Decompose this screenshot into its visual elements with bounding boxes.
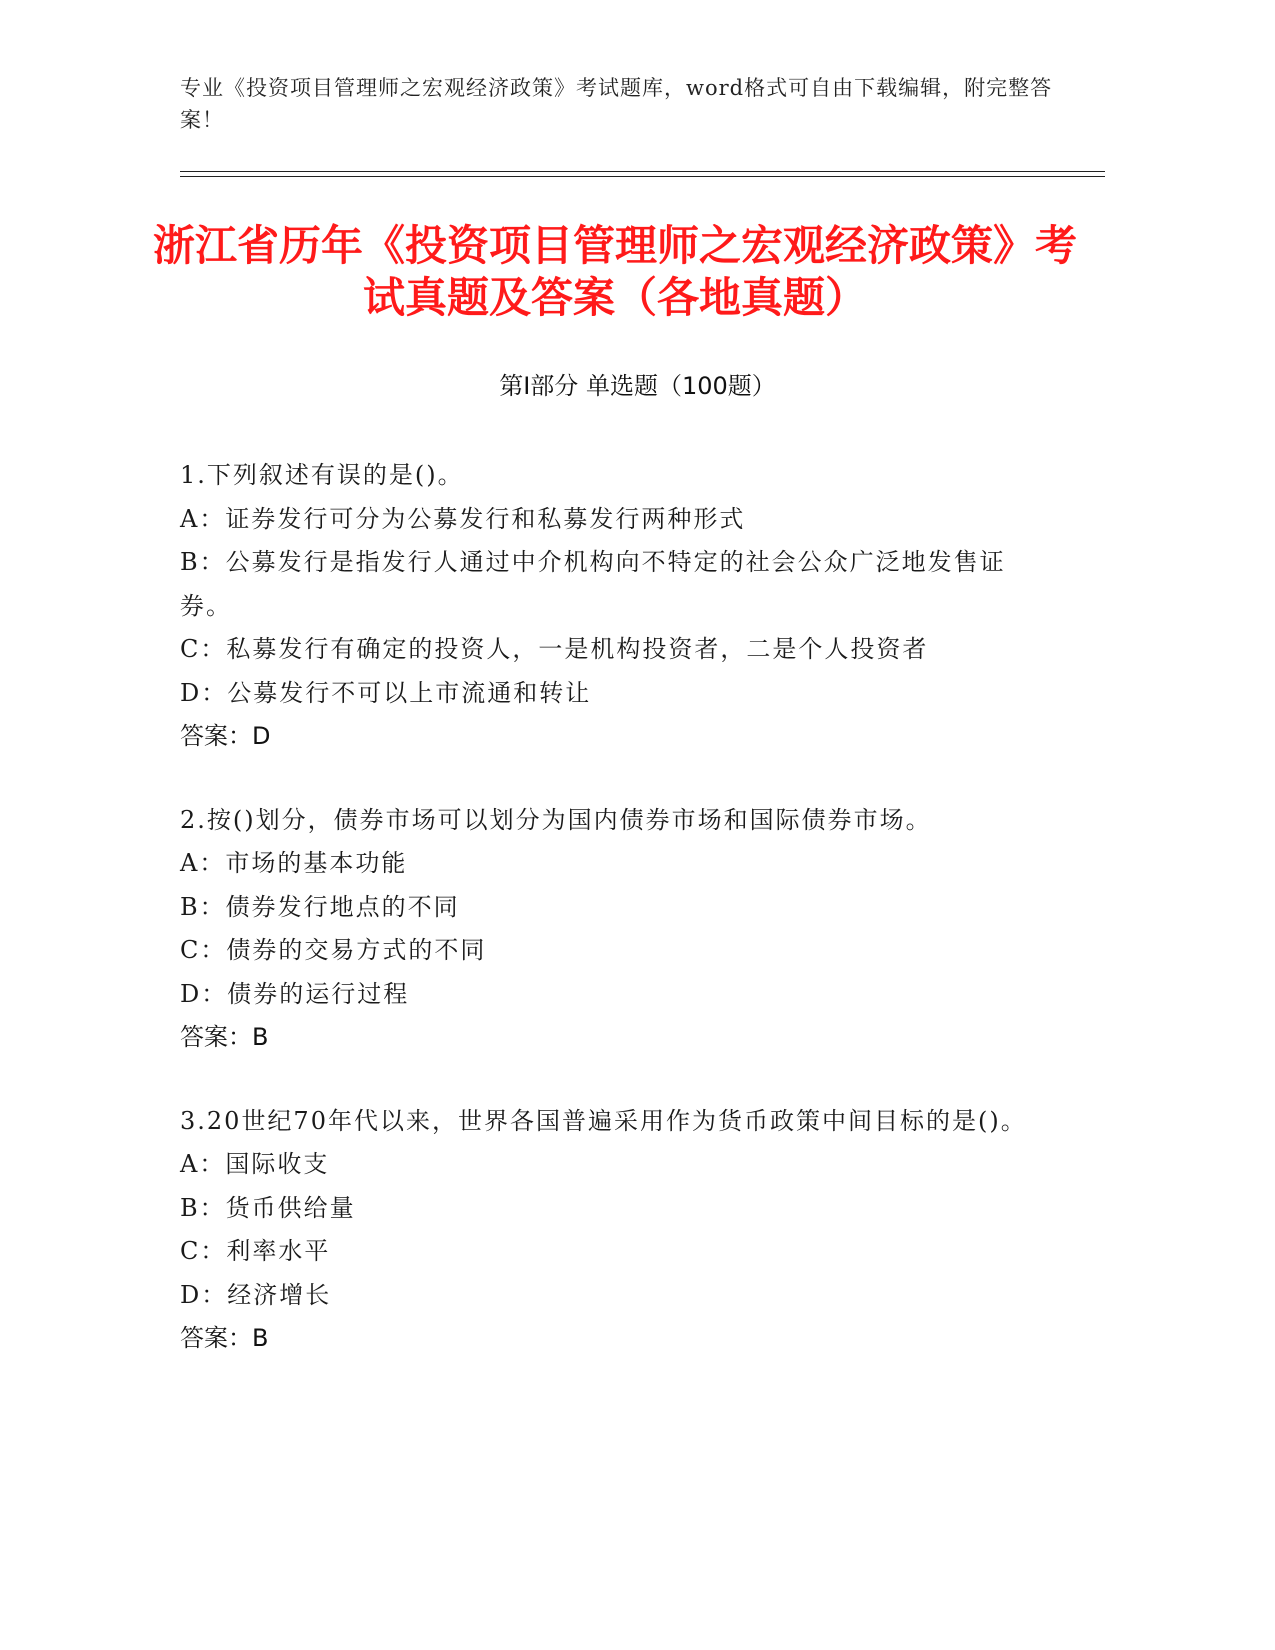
option-c: C：私募发行有确定的投资人，一是机构投资者，二是个人投资者	[180, 635, 929, 663]
question-stem: 2.按()划分，债券市场可以划分为国内债券市场和国际债券市场。	[180, 805, 932, 834]
header-divider-top	[180, 171, 1105, 172]
option-d: D：公募发行不可以上市流通和转让	[180, 678, 592, 707]
option-c: C：利率水平	[180, 1237, 331, 1265]
answer-line	[180, 715, 1040, 759]
answer-value: B	[252, 1324, 269, 1352]
option-c: C：债券的交易方式的不同	[180, 936, 487, 964]
answer-line	[180, 1016, 1040, 1060]
answer-label: 答案：	[180, 1023, 252, 1051]
question-list	[180, 454, 1040, 1401]
section-title: 第Ⅰ部分 单选题（100题）	[499, 372, 776, 400]
option-d: D：债券的运行过程	[180, 979, 410, 1008]
header-note: 专业《投资项目管理师之宏观经济政策》考试题库，word格式可自由下载编辑，附完整答案！	[180, 76, 1053, 132]
answer-value: D	[252, 722, 271, 750]
option-a: A：市场的基本功能	[180, 849, 408, 877]
question-3	[180, 1100, 1040, 1361]
answer-label: 答案：	[180, 1324, 252, 1352]
question-1	[180, 454, 1040, 759]
header-divider-bottom	[180, 176, 1105, 177]
option-b: B：公募发行是指发行人通过中介机构向不特定的社会公众广泛地发售证券。	[180, 548, 1006, 620]
option-a: A：国际收支	[180, 1150, 330, 1178]
question-stem: 3.20世纪70年代以来，世界各国普遍采用作为货币政策中间目标的是()。	[180, 1106, 1027, 1135]
option-b: B：货币供给量	[180, 1193, 356, 1222]
answer-line	[180, 1317, 1040, 1361]
answer-value: B	[252, 1023, 269, 1051]
question-stem: 1.下列叙述有误的是()。	[180, 461, 464, 489]
option-d: D：经济增长	[180, 1280, 332, 1309]
option-b: B：债券发行地点的不同	[180, 892, 460, 921]
document-title: 浙江省历年《投资项目管理师之宏观经济政策》考试真题及答案（各地真题）	[152, 221, 1077, 322]
answer-label: 答案：	[180, 722, 252, 750]
option-a: A：证券发行可分为公募发行和私募发行两种形式	[180, 504, 746, 533]
question-2	[180, 799, 1040, 1060]
